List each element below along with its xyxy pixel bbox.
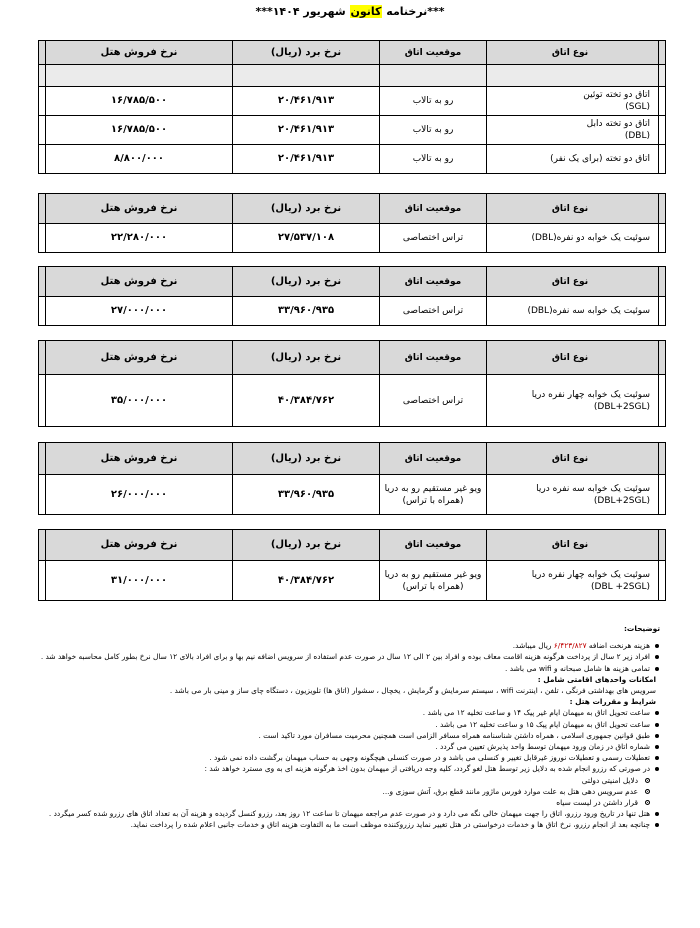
table-row [39,224,666,253]
table-row [39,145,666,174]
room-location: ویو غیر مستقیم رو به دریا (همراه با تراس) [380,475,487,515]
rate-table-5 [38,442,666,515]
note-line: سرویس های بهداشتی فرنگی ، تلفن ، اینترنت wifi ، سیستم سرمایش و گرمایش ، یخچال ، سشوار (اتاق ها) تلویزیون ، دستگاه چای ساز و مینی بار می باشد . [169,686,656,696]
room-location: ویو غیر مستقیم رو به دریا (همراه با تراس) [380,561,487,601]
rate-table-2 [38,193,666,253]
col-location: موقعیت اتاق [380,194,487,224]
hotel-rate: ۳۱/۰۰۰/۰۰۰ [46,561,233,601]
rack-rate: ۴۰/۳۸۴/۷۶۲ [233,375,380,427]
table-row [39,297,666,326]
room-location: تراس اختصاصی [380,297,487,326]
col-location: موقعیت اتاق [380,530,487,561]
hotel-rate: ۸/۸۰۰/۰۰۰ [46,145,233,174]
table-row [39,561,666,601]
hotel-rate: ۳۵/۰۰۰/۰۰۰ [46,375,233,427]
note-subitem: عدم سرویس دهی هتل به علت موارد فورس ماژور مانند قطع برق، آتش سوزی و... [34,786,660,797]
rack-rate: ۲۰/۴۶۱/۹۱۳ [233,145,380,174]
note-line: هتل تنها در تاریخ ورود رزرو، اتاق را جهت میهمان خالی نگه می دارد و در صورت عدم مراجعه میهمان تا ساعت ۱۲ روز بعد، رزرو کنسل گردیده و هزینه آن به تعداد اتاق های رزرو شده کسر میگردد . [34,808,660,819]
hotel-rate: ۲۷/۰۰۰/۰۰۰ [46,297,233,326]
col-hotel-rate: نرخ فروش هتل [46,341,233,375]
room-location: رو به تالاب [380,116,487,145]
rack-rate: ۴۰/۳۸۴/۷۶۲ [233,561,380,601]
room-type: سوئیت یک خوابه چهار نفره دریا (DBL+2SGL) [487,375,659,427]
col-room-type: نوع اتاق [487,341,659,375]
col-rack-rate: نرخ برد (ریال) [233,41,380,65]
table-row [39,116,666,145]
extra-night-cost: ۶/۴۲۳/۸۲۷ [553,641,587,651]
col-location: موقعیت اتاق [380,267,487,297]
room-location: رو به تالاب [380,87,487,116]
note-line: در صورتی که رزرو انجام شده به دلایل زیر توسط هتل لغو گردد، کلیه وجه دریافتی از میهمان بدون اخذ هرگونه هزینه ای به وی مسترد خواهد شد : [34,763,660,774]
col-location: موقعیت اتاق [380,443,487,475]
hotel-rate: ۲۲/۲۸۰/۰۰۰ [46,224,233,253]
room-type: سوئیت یک خوابه سه نفره(DBL) [487,297,659,326]
page-title: ***نرخنامه کانون شهریور ۱۴۰۴*** [255,5,445,18]
note-line: تمامی هزینه ها شامل صبحانه و wifi می باشد . [34,663,660,674]
note-extra-night: هزینه هرنخت اضافه ۶/۴۲۳/۸۲۷ ریال میباشد. [34,640,660,651]
room-location: تراس اختصاصی [380,375,487,427]
col-rack-rate: نرخ برد (ریال) [233,194,380,224]
col-rack-rate: نرخ برد (ریال) [233,530,380,561]
title-highlight: کانون [350,5,382,18]
col-room-type: نوع اتاق [487,267,659,297]
room-location: تراس اختصاصی [380,224,487,253]
rate-table-1 [38,40,666,174]
table-row [39,375,666,427]
rate-table-3 [38,266,666,326]
table-row [39,87,666,116]
rack-rate: ۲۰/۴۶۱/۹۱۳ [233,87,380,116]
table-row [39,475,666,515]
room-type: اتاق دو تخته توئین (SGL) [487,87,659,116]
col-hotel-rate: نرخ فروش هتل [46,194,233,224]
note-line: طبق قوانین جمهوری اسلامی ، همراه داشتن شناسنامه همراه مسافر الزامی است همچنین محرمیت مسافران مورد تاکید است . [34,730,660,741]
rack-rate: ۲۷/۵۳۷/۱۰۸ [233,224,380,253]
col-hotel-rate: نرخ فروش هتل [46,530,233,561]
room-type: اتاق دو تخته دابل (DBL) [487,116,659,145]
room-location: رو به تالاب [380,145,487,174]
col-rack-rate: نرخ برد (ریال) [233,341,380,375]
room-type: سوئیت یک خوابه چهار نفره دریا (DBL +2SGL) [487,561,659,601]
room-type: سوئیت یک خوابه سه نفره دریا (DBL+2SGL) [487,475,659,515]
rate-table-4 [38,340,666,427]
col-location: موقعیت اتاق [380,41,487,65]
hotel-rate: ۱۶/۷۸۵/۵۰۰ [46,116,233,145]
notes-title: توضیحات: [623,624,660,633]
note-subitem: دلایل امنیتی دولتی [34,775,660,786]
note-line: افراد زیر ۲ سال از پرداخت هرگونه هزینه اقامت معاف بوده و افراد بین ۲ الی ۱۲ سال در صورت عدم استفاده از سرویس اضافه نیم بها و برای افراد بالای ۱۲ سال نرخ بطور کامل محاسبه خواهد شد . [34,651,660,662]
room-type: سوئیت یک خوابه دو نفره(DBL) [487,224,659,253]
hotel-rate: ۲۶/۰۰۰/۰۰۰ [46,475,233,515]
room-type: اتاق دو تخته (برای یک نفر) [487,145,659,174]
col-rack-rate: نرخ برد (ریال) [233,443,380,475]
col-rack-rate: نرخ برد (ریال) [233,267,380,297]
col-hotel-rate: نرخ فروش هتل [46,443,233,475]
note-line: ساعت تحویل اتاق به میهمان ایام پیک ۱۵ و ساعت تخلیه ۱۲ می باشد . [34,719,660,730]
col-location: موقعیت اتاق [380,341,487,375]
rate-table-6 [38,529,666,601]
rack-rate: ۳۳/۹۶۰/۹۳۵ [233,297,380,326]
rack-rate: ۳۳/۹۶۰/۹۳۵ [233,475,380,515]
rack-rate: ۲۰/۴۶۱/۹۱۳ [233,116,380,145]
col-room-type: نوع اتاق [487,443,659,475]
note-subheading: شرایط و مقررات هتل : [569,697,656,707]
col-room-type: نوع اتاق [487,41,659,65]
hotel-rate: ۱۶/۷۸۵/۵۰۰ [46,87,233,116]
note-line: چنانچه بعد از انجام رزرو، نرخ اتاق ها و خدمات درخواستی در هتل تغییر نماید رزروکننده موظف است ما به التفاوت هزینه اتاق و خدمات جانبی اعلام شده را پرداخت نماید. [34,819,660,830]
col-room-type: نوع اتاق [487,530,659,561]
note-line: شماره اتاق در زمان ورود میهمان توسط واحد پذیرش تعیین می گردد . [34,741,660,752]
col-hotel-rate: نرخ فروش هتل [46,41,233,65]
note-subheading: امکانات واحدهای اقامتی شامل : [537,674,656,684]
col-room-type: نوع اتاق [487,194,659,224]
note-line: ساعت تحویل اتاق به میهمان ایام غیر پیک ۱۴ و ساعت تخلیه ۱۲ می باشد . [34,707,660,718]
note-line: تعطیلات رسمی و تعطیلات نوروز غیرقابل تغییر و کنسلی می باشد و در صورت کنسلی هیچگونه وجهی به حساب میهمان برگشت داده نمی شود . [34,752,660,763]
notes-section [34,623,660,831]
note-subitem: قرار داشتن در لیست سیاه [34,797,660,808]
col-hotel-rate: نرخ فروش هتل [46,267,233,297]
